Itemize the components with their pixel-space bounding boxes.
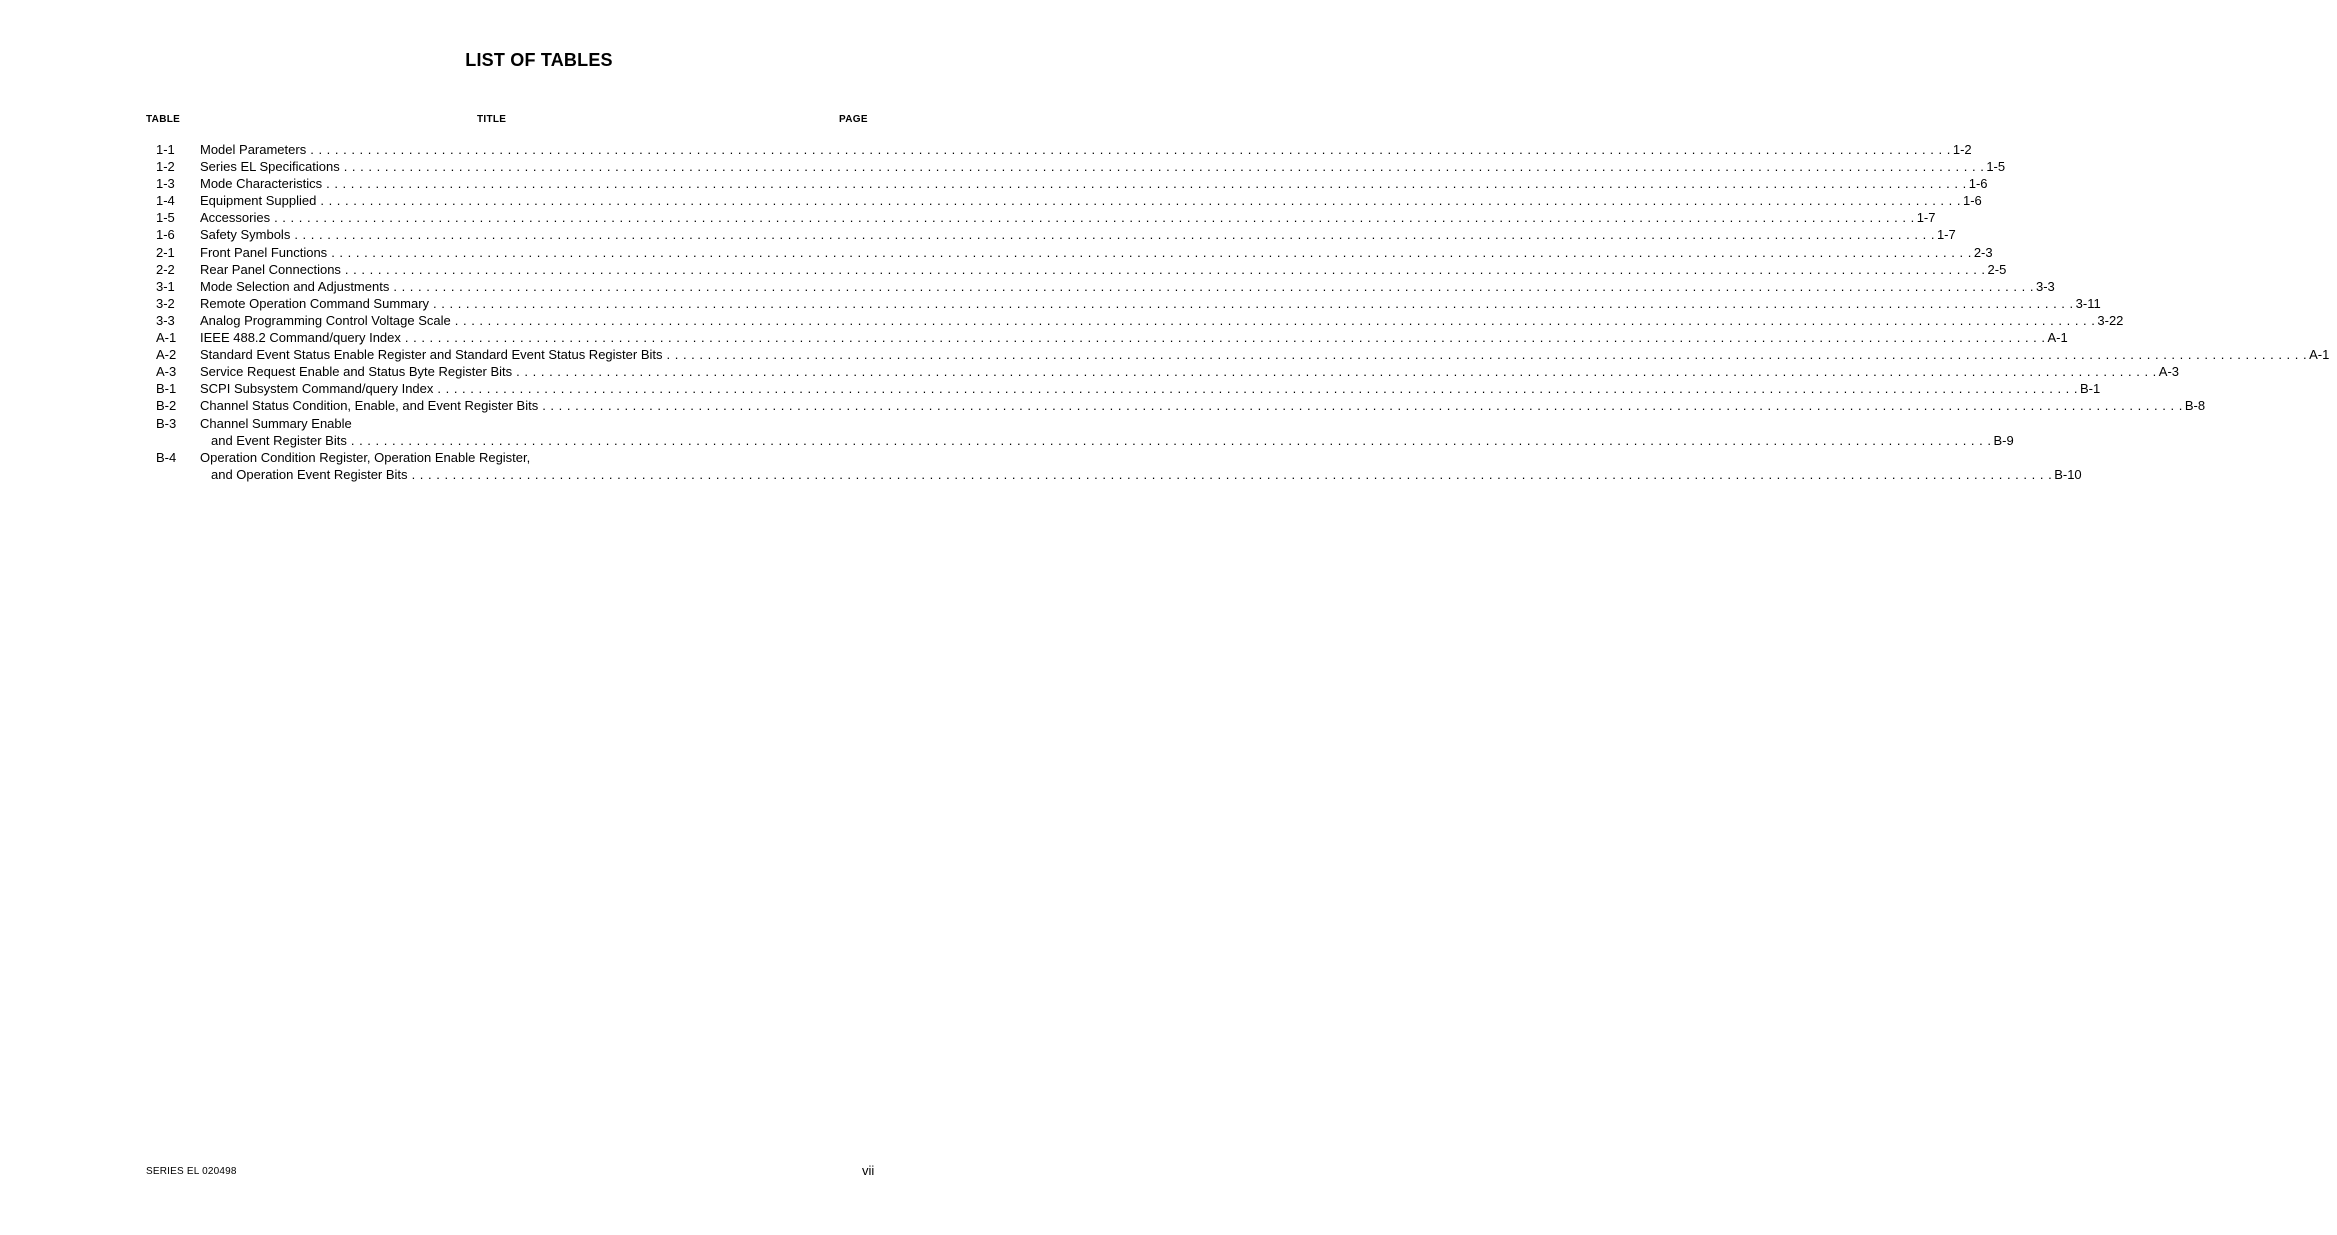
entry-title: Remote Operation Command Summary bbox=[200, 295, 430, 311]
dot-leader: . . . . . . . . . . . . . . . . . . . . . . . . . . . . . . . . . . . . . . . . . . . . . . . . . . . . . . . . . . . . . . . . . . . . . . . . . . . . . . . . . . . . . . . . . . . . . . . . . . . . . . . . . . . . . . . . . . . . . . . . . . . . . . . . . . . . . . . . . . . . . . . . . . . . . . . . . . . . . . . . . . . . . . . . . . . . . . . . . . . . . . . . . . . . . . . . . . . . . . . . bbox=[294, 227, 1935, 243]
entry-page: 1-2 bbox=[1952, 142, 1972, 157]
table-number: B-3 bbox=[156, 415, 177, 431]
entry-title: Service Request Enable and Status Byte Register Bits bbox=[200, 364, 513, 380]
list-item[interactable] bbox=[150, 329, 2068, 346]
entry-body bbox=[200, 244, 2002, 261]
entry-title: Mode Selection and Adjustments bbox=[200, 278, 390, 294]
dot-leader: . . . . . . . . . . . . . . . . . . . . . . . . . . . . . . . . . . . . . . . . . . . . . . . . . . . . . . . . . . . . . . . . . . . . . . . . . . . . . . . . . . . . . . . . . . . . . . . . . . . . . . . . . . . . . . . . . . . . . . . . . . . . . . . . . . . . . . . . . . . . . . . . . . . . . . . . . . . . . . . . . . . . . . . . . . . . . . . . . . . . . . . . . . . . . . . . . . . . . . . . bbox=[343, 159, 1985, 175]
entry-page: B-8 bbox=[2184, 398, 2206, 414]
list-item[interactable] bbox=[150, 346, 2330, 363]
entry-title: Model Parameters bbox=[200, 142, 307, 157]
list-item-continuation bbox=[150, 466, 2082, 483]
table-number: 1-1 bbox=[156, 142, 175, 157]
dot-leader: . . . . . . . . . . . . . . . . . . . . . . . . . . . . . . . . . . . . . . . . . . . . . . . . . . . . . . . . . . . . . . . . . . . . . . . . . . . . . . . . . . . . . . . . . . . . . . . . . . . . . . . . . . . . . . . . . . . . . . . . . . . . . . . . . . . . . . . . . . . . . . . . . . . . . . . . . . . . . . . . . . . . . . . . . . . . . . . . . . . . . . . . . . . . . . . . . . . . . . . . bbox=[516, 364, 2157, 380]
list-item[interactable] bbox=[150, 312, 2124, 329]
list-item[interactable] bbox=[150, 158, 2006, 175]
table-number: 2-1 bbox=[156, 244, 175, 260]
table-list bbox=[150, 141, 2330, 483]
table-number: 3-2 bbox=[156, 295, 175, 311]
entry-page: B-1 bbox=[2080, 381, 2101, 397]
table-number: 3-1 bbox=[156, 278, 175, 294]
dot-leader: . . . . . . . . . . . . . . . . . . . . . . . . . . . . . . . . . . . . . . . . . . . . . . . . . . . . . . . . . . . . . . . . . . . . . . . . . . . . . . . . . . . . . . . . . . . . . . . . . . . . . . . . . . . . . . . . . . . . . . . . . . . . . . . . . . . . . . . . . . . . . . . . . . . . . . . . . . . . . . . . . . . . . . . . . . . . . . . . . . . . . . . . . . . . . . . . . . . . . . . . bbox=[404, 330, 2046, 346]
entry-page: B-9 bbox=[1993, 432, 2014, 448]
entry-page: 1-6 bbox=[1962, 193, 1982, 209]
entry-page: 2-3 bbox=[1973, 244, 1993, 260]
list-item-continuation bbox=[150, 432, 2014, 449]
entry-body bbox=[200, 158, 2014, 175]
entry-body bbox=[200, 397, 2213, 414]
entry-page: 3-3 bbox=[2035, 278, 2055, 294]
dot-leader: . . . . . . . . . . . . . . . . . . . . . . . . . . . . . . . . . . . . . . . . . . . . . . . . . . . . . . . . . . . . . . . . . . . . . . . . . . . . . . . . . . . . . . . . . . . . . . . . . . . . . . . . . . . . . . . . . . . . . . . . . . . . . . . . . . . . . . . . . . . . . . . . . . . . . . . . . . . . . . . . . . . . . . . . . . . . . . . . . . . . . . . . . . . . . . . . . . . . . . . . bbox=[344, 261, 1986, 277]
table-number: 1-2 bbox=[156, 159, 175, 175]
dot-leader: . . . . . . . . . . . . . . . . . . . . . . . . . . . . . . . . . . . . . . . . . . . . . . . . . . . . . . . . . . . . . . . . . . . . . . . . . . . . . . . . . . . . . . . . . . . . . . . . . . . . . . . . . . . . . . . . . . . . . . . . . . . . . . . . . . . . . . . . . . . . . . . . . . . . . . . . . . . . . . . . . . . . . . . . . . . . . . . . . . . . . . . . . . . . . . . . . . . . . . . . bbox=[437, 381, 2079, 397]
dot-leader: . . . . . . . . . . . . . . . . . . . . . . . . . . . . . . . . . . . . . . . . . . . . . . . . . . . . . . . . . . . . . . . . . . . . . . . . . . . . . . . . . . . . . . . . . . . . . . . . . . . . . . . . . . . . . . . . . . . . . . . . . . . . . . . . . . . . . . . . . . . . . . . . . . . . . . . . . . . . . . . . . . . . . . . . . . . . . . . . . . . . . . . . . . . . . . . . . . . . . . . . bbox=[454, 312, 2096, 328]
list-item[interactable] bbox=[150, 209, 1936, 226]
entry-body bbox=[200, 415, 876, 432]
list-item[interactable] bbox=[150, 380, 2101, 397]
list-item[interactable] bbox=[150, 141, 1972, 158]
column-header-page: PAGE bbox=[839, 114, 868, 125]
dot-leader: . . . . . . . . . . . . . . . . . . . . . . . . . . . . . . . . . . . . . . . . . . . . . . . . . . . . . . . . . . . . . . . . . . . . . . . . . . . . . . . . . . . . . . . . . . . . . . . . . . . . . . . . . . . . . . . . . . . . . . . . . . . . . . . . . . . . . . . . . . . . . . . . . . . . . . . . . . . . . . . . . . . . . . . . . . . . . . . . . . . . . . . . . . . . . . . . . . . . . . . . bbox=[666, 347, 2308, 363]
dot-leader: . . . . . . . . . . . . . . . . . . . . . . . . . . . . . . . . . . . . . . . . . . . . . . . . . . . . . . . . . . . . . . . . . . . . . . . . . . . . . . . . . . . . . . . . . . . . . . . . . . . . . . . . . . . . . . . . . . . . . . . . . . . . . . . . . . . . . . . . . . . . . . . . . . . . . . . . . . . . . . . . . . . . . . . . . . . . . . . . . . . . . . . . . . . . . . . . . . . . . . . . bbox=[331, 244, 1972, 260]
table-number: A-1 bbox=[156, 330, 177, 346]
table-number: A-3 bbox=[156, 364, 177, 380]
entry-body bbox=[200, 449, 876, 466]
entry-title: Front Panel Functions bbox=[200, 244, 328, 260]
entry-title: SCPI Subsystem Command/query Index bbox=[200, 381, 434, 397]
list-item[interactable] bbox=[150, 175, 1988, 192]
entry-title: Accessories bbox=[200, 210, 271, 226]
entry-title: Operation Condition Register, Operation Enable Register, bbox=[200, 449, 531, 465]
entry-title: Safety Symbols bbox=[200, 227, 291, 243]
entry-page: A-3 bbox=[2158, 364, 2180, 380]
entry-title: Series EL Specifications bbox=[200, 159, 340, 175]
dot-leader: . . . . . . . . . . . . . . . . . . . . . . . . . . . . . . . . . . . . . . . . . . . . . . . . . . . . . . . . . . . . . . . . . . . . . . . . . . . . . . . . . . . . . . . . . . . . . . . . . . . . . . . . . . . . . . . . . . . . . . . . . . . . . . . . . . . . . . . . . . . . . . . . . . . . . . . . . . . . . . . . . . . . . . . . . . . . . . . . . . . . . . . . . . . . . . . . . . . . . . . . bbox=[411, 466, 2053, 482]
entry-title-continued: and Event Register Bits bbox=[211, 432, 347, 448]
entry-body bbox=[200, 141, 1981, 158]
entry-body bbox=[200, 192, 1991, 209]
dot-leader: . . . . . . . . . . . . . . . . . . . . . . . . . . . . . . . . . . . . . . . . . . . . . . . . . . . . . . . . . . . . . . . . . . . . . . . . . . . . . . . . . . . . . . . . . . . . . . . . . . . . . . . . . . . . . . . . . . . . . . . . . . . . . . . . . . . . . . . . . . . . . . . . . . . . . . . . . . . . . . . . . . . . . . . . . . . . . . . . . . . . . . . . . . . . . . . . . . . . . . . . bbox=[542, 398, 2183, 414]
table-number: 1-5 bbox=[156, 210, 175, 226]
list-item[interactable] bbox=[150, 295, 2101, 312]
table-number: A-2 bbox=[156, 347, 177, 363]
entry-body bbox=[200, 278, 2064, 295]
entry-body bbox=[200, 432, 2021, 449]
dot-leader: . . . . . . . . . . . . . . . . . . . . . . . . . . . . . . . . . . . . . . . . . . . . . . . . . . . . . . . . . . . . . . . . . . . . . . . . . . . . . . . . . . . . . . . . . . . . . . . . . . . . . . . . . . . . . . . . . . . . . . . . . . . . . . . . . . . . . . . . . . . . . . . . . . . . . . . . . . . . . . . . . . . . . . . . . . . . . . . . . . . . . . . . . . . . . . . . . . . . . . . . bbox=[326, 176, 1967, 192]
list-item[interactable] bbox=[150, 261, 2007, 278]
table-number: B-4 bbox=[156, 449, 177, 465]
table-number: B-1 bbox=[156, 381, 177, 397]
dot-leader: . . . . . . . . . . . . . . . . . . . . . . . . . . . . . . . . . . . . . . . . . . . . . . . . . . . . . . . . . . . . . . . . . . . . . . . . . . . . . . . . . . . . . . . . . . . . . . . . . . . . . . . . . . . . . . . . . . . . . . . . . . . . . . . . . . . . . . . . . . . . . . . . . . . . . . . . . . . . . . . . . . . . . . . . . . . . . . . . . . . . . . . . . . . . . . . . . . . . . . . . bbox=[320, 193, 1961, 209]
dot-leader: . . . . . . . . . . . . . . . . . . . . . . . . . . . . . . . . . . . . . . . . . . . . . . . . . . . . . . . . . . . . . . . . . . . . . . . . . . . . . . . . . . . . . . . . . . . . . . . . . . . . . . . . . . . . . . . . . . . . . . . . . . . . . . . . . . . . . . . . . . . . . . . . . . . . . . . . . . . . . . . . . . . . . . . . . . . . . . . . . . . . . . . . . . . . . . . . . . . . . . . . bbox=[350, 432, 1992, 448]
table-number: 1-3 bbox=[156, 176, 175, 192]
entry-title: Mode Characteristics bbox=[200, 176, 323, 192]
table-number: 3-3 bbox=[156, 312, 175, 328]
entry-body bbox=[200, 226, 1965, 243]
entry-page: 2-5 bbox=[1987, 261, 2007, 277]
entry-page: 1-7 bbox=[1936, 227, 1956, 243]
list-item[interactable] bbox=[150, 278, 2055, 295]
list-item[interactable] bbox=[150, 449, 876, 466]
table-number: B-2 bbox=[156, 398, 177, 414]
entry-body bbox=[200, 209, 1945, 226]
dot-leader: . . . . . . . . . . . . . . . . . . . . . . . . . . . . . . . . . . . . . . . . . . . . . . . . . . . . . . . . . . . . . . . . . . . . . . . . . . . . . . . . . . . . . . . . . . . . . . . . . . . . . . . . . . . . . . . . . . . . . . . . . . . . . . . . . . . . . . . . . . . . . . . . . . . . . . . . . . . . . . . . . . . . . . . . . . . . . . . . . . . . . . . . . . . . . . . . . . . . . . . . bbox=[433, 295, 2074, 311]
entry-title: Rear Panel Connections bbox=[200, 261, 341, 277]
entry-body bbox=[200, 466, 2082, 483]
dot-leader: . . . . . . . . . . . . . . . . . . . . . . . . . . . . . . . . . . . . . . . . . . . . . . . . . . . . . . . . . . . . . . . . . . . . . . . . . . . . . . . . . . . . . . . . . . . . . . . . . . . . . . . . . . . . . . . . . . . . . . . . . . . . . . . . . . . . . . . . . . . . . . . . . . . . . . . . . . . . . . . . . . . . . . . . . . . . . . . . . . . . . . . . . . . . . . . . . . . . . . . . bbox=[274, 210, 1915, 226]
table-number: 1-6 bbox=[156, 227, 175, 243]
entry-body bbox=[200, 312, 2125, 329]
entry-body bbox=[200, 295, 2104, 312]
entry-page: B-10 bbox=[2054, 466, 2082, 482]
entry-page: 3-22 bbox=[2097, 312, 2124, 328]
footer-document-id: SERIES EL 020498 bbox=[146, 1166, 237, 1177]
entry-title: Channel Status Condition, Enable, and Event Register Bits bbox=[200, 398, 539, 414]
list-item[interactable] bbox=[150, 397, 2206, 414]
entry-page: 1-6 bbox=[1968, 176, 1988, 192]
table-number: 1-4 bbox=[156, 193, 175, 209]
dot-leader: . . . . . . . . . . . . . . . . . . . . . . . . . . . . . . . . . . . . . . . . . . . . . . . . . . . . . . . . . . . . . . . . . . . . . . . . . . . . . . . . . . . . . . . . . . . . . . . . . . . . . . . . . . . . . . . . . . . . . . . . . . . . . . . . . . . . . . . . . . . . . . . . . . . . . . . . . . . . . . . . . . . . . . . . . . . . . . . . . . . . . . . . . . . . . . . . . . . . . . . . bbox=[393, 278, 2034, 294]
list-item[interactable] bbox=[150, 192, 1982, 209]
entry-body bbox=[200, 329, 2076, 346]
footer-page-number: vii bbox=[862, 1163, 875, 1178]
entry-title: Analog Programming Control Voltage Scale bbox=[200, 312, 451, 328]
dot-leader: . . . . . . . . . . . . . . . . . . . . . . . . . . . . . . . . . . . . . . . . . . . . . . . . . . . . . . . . . . . . . . . . . . . . . . . . . . . . . . . . . . . . . . . . . . . . . . . . . . . . . . . . . . . . . . . . . . . . . . . . . . . . . . . . . . . . . . . . . . . . . . . . . . . . . . . . . . . . . . . . . . . . . . . . . . . . . . . . . . . . . . . . . . . . . . . . . . . . . . . . bbox=[310, 142, 1951, 157]
entry-body bbox=[200, 346, 2337, 363]
page-title: LIST OF TABLES bbox=[465, 50, 613, 70]
list-item[interactable] bbox=[150, 415, 876, 432]
entry-title: Standard Event Status Enable Register and Standard Event Status Register Bits bbox=[200, 347, 663, 363]
list-item[interactable] bbox=[150, 363, 2180, 380]
list-item[interactable] bbox=[150, 244, 1993, 261]
column-header-table: TABLE bbox=[146, 114, 181, 125]
entry-title: IEEE 488.2 Command/query Index bbox=[200, 330, 401, 346]
entry-body bbox=[200, 363, 2187, 380]
entry-page: 1-7 bbox=[1916, 210, 1936, 226]
column-header-title: TITLE bbox=[477, 114, 507, 125]
entry-title: Channel Summary Enable bbox=[200, 415, 352, 431]
entry-page: 3-11 bbox=[2075, 295, 2101, 311]
entry-title: Equipment Supplied bbox=[200, 193, 317, 209]
entry-page: A-1 bbox=[2047, 330, 2068, 346]
table-number: 2-2 bbox=[156, 261, 175, 277]
list-item[interactable] bbox=[150, 226, 1956, 243]
entry-body bbox=[200, 175, 1997, 192]
entry-page: A-1 bbox=[2309, 347, 2330, 363]
entry-body bbox=[200, 380, 2108, 397]
entry-body bbox=[200, 261, 2016, 278]
entry-title-continued: and Operation Event Register Bits bbox=[211, 466, 408, 482]
entry-page: 1-5 bbox=[1986, 159, 2006, 175]
